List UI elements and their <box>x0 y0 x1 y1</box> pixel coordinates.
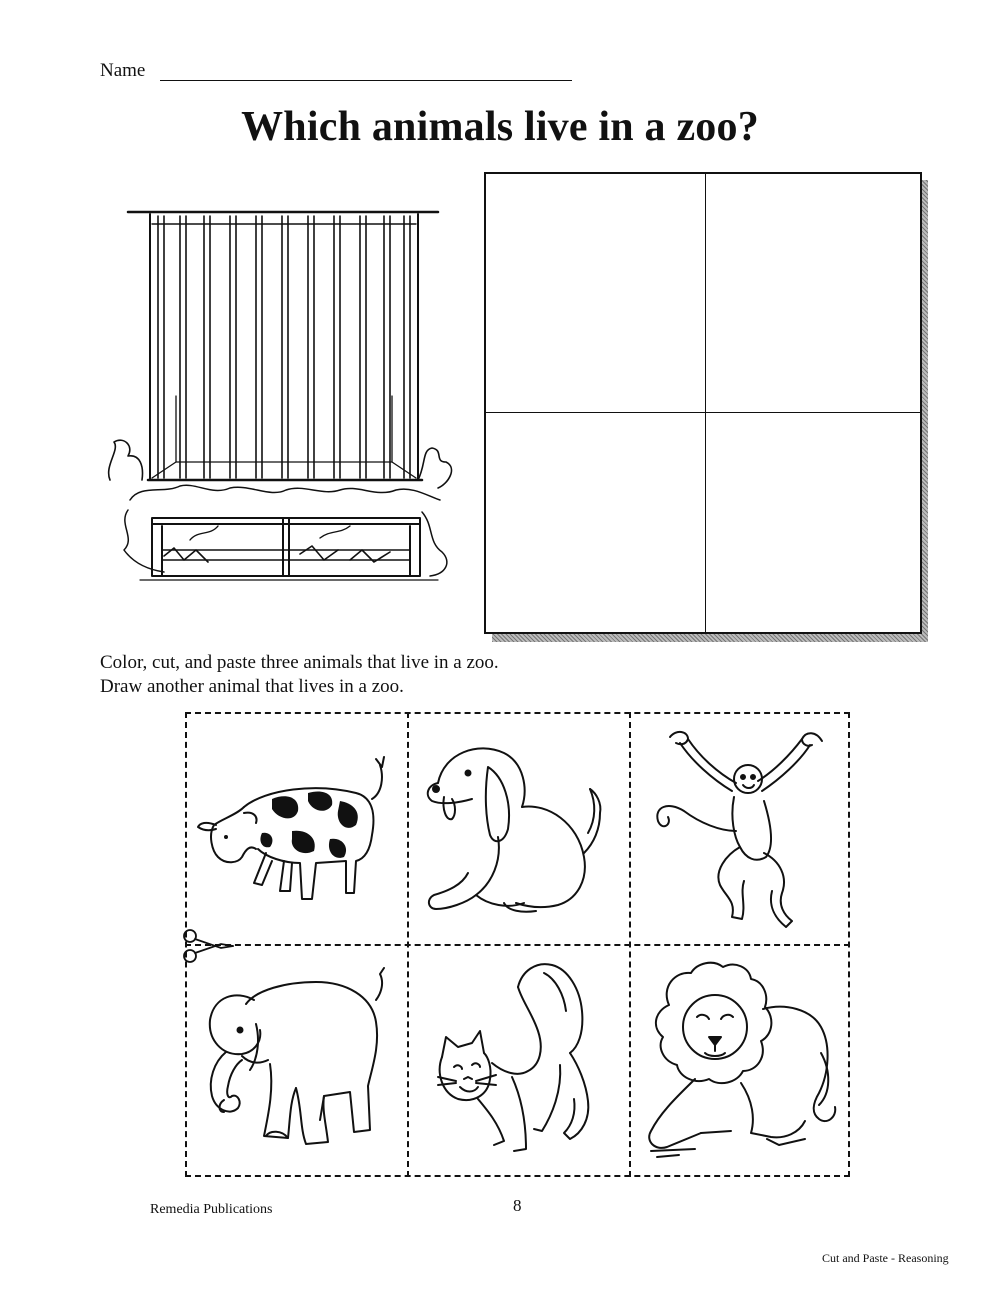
name-line <box>160 80 572 81</box>
lion-icon <box>635 953 845 1168</box>
paste-grid-divider-vertical <box>705 174 706 632</box>
instruction-line-2: Draw another animal that lives in a zoo. <box>100 676 404 697</box>
publisher-name: Remedia Publications <box>150 1202 273 1217</box>
cutout-cell <box>629 944 851 1176</box>
paste-grid-divider-horizontal <box>486 412 920 413</box>
monkey-icon <box>640 721 840 936</box>
page-title: Which animals live in a zoo? <box>241 104 759 150</box>
zoo-cage-illustration <box>100 200 460 595</box>
cutout-grid <box>185 712 850 1177</box>
dog-icon <box>418 733 618 923</box>
cutout-cell <box>407 944 629 1176</box>
cutout-cell <box>629 712 851 944</box>
instruction-line-1: Color, cut, and paste three animals that live in a zoo. <box>100 652 499 673</box>
paste-grid <box>484 172 922 634</box>
instructions <box>100 651 499 699</box>
cutout-cell <box>185 944 407 1176</box>
cutout-cell <box>185 712 407 944</box>
cat-icon <box>418 953 618 1168</box>
page-number: 8 <box>513 1196 522 1215</box>
elephant-icon <box>196 960 396 1160</box>
series-title: Cut and Paste - Reasoning <box>822 1251 949 1265</box>
cutout-cell <box>407 712 629 944</box>
cow-icon <box>196 753 396 903</box>
name-label: Name <box>100 60 146 81</box>
